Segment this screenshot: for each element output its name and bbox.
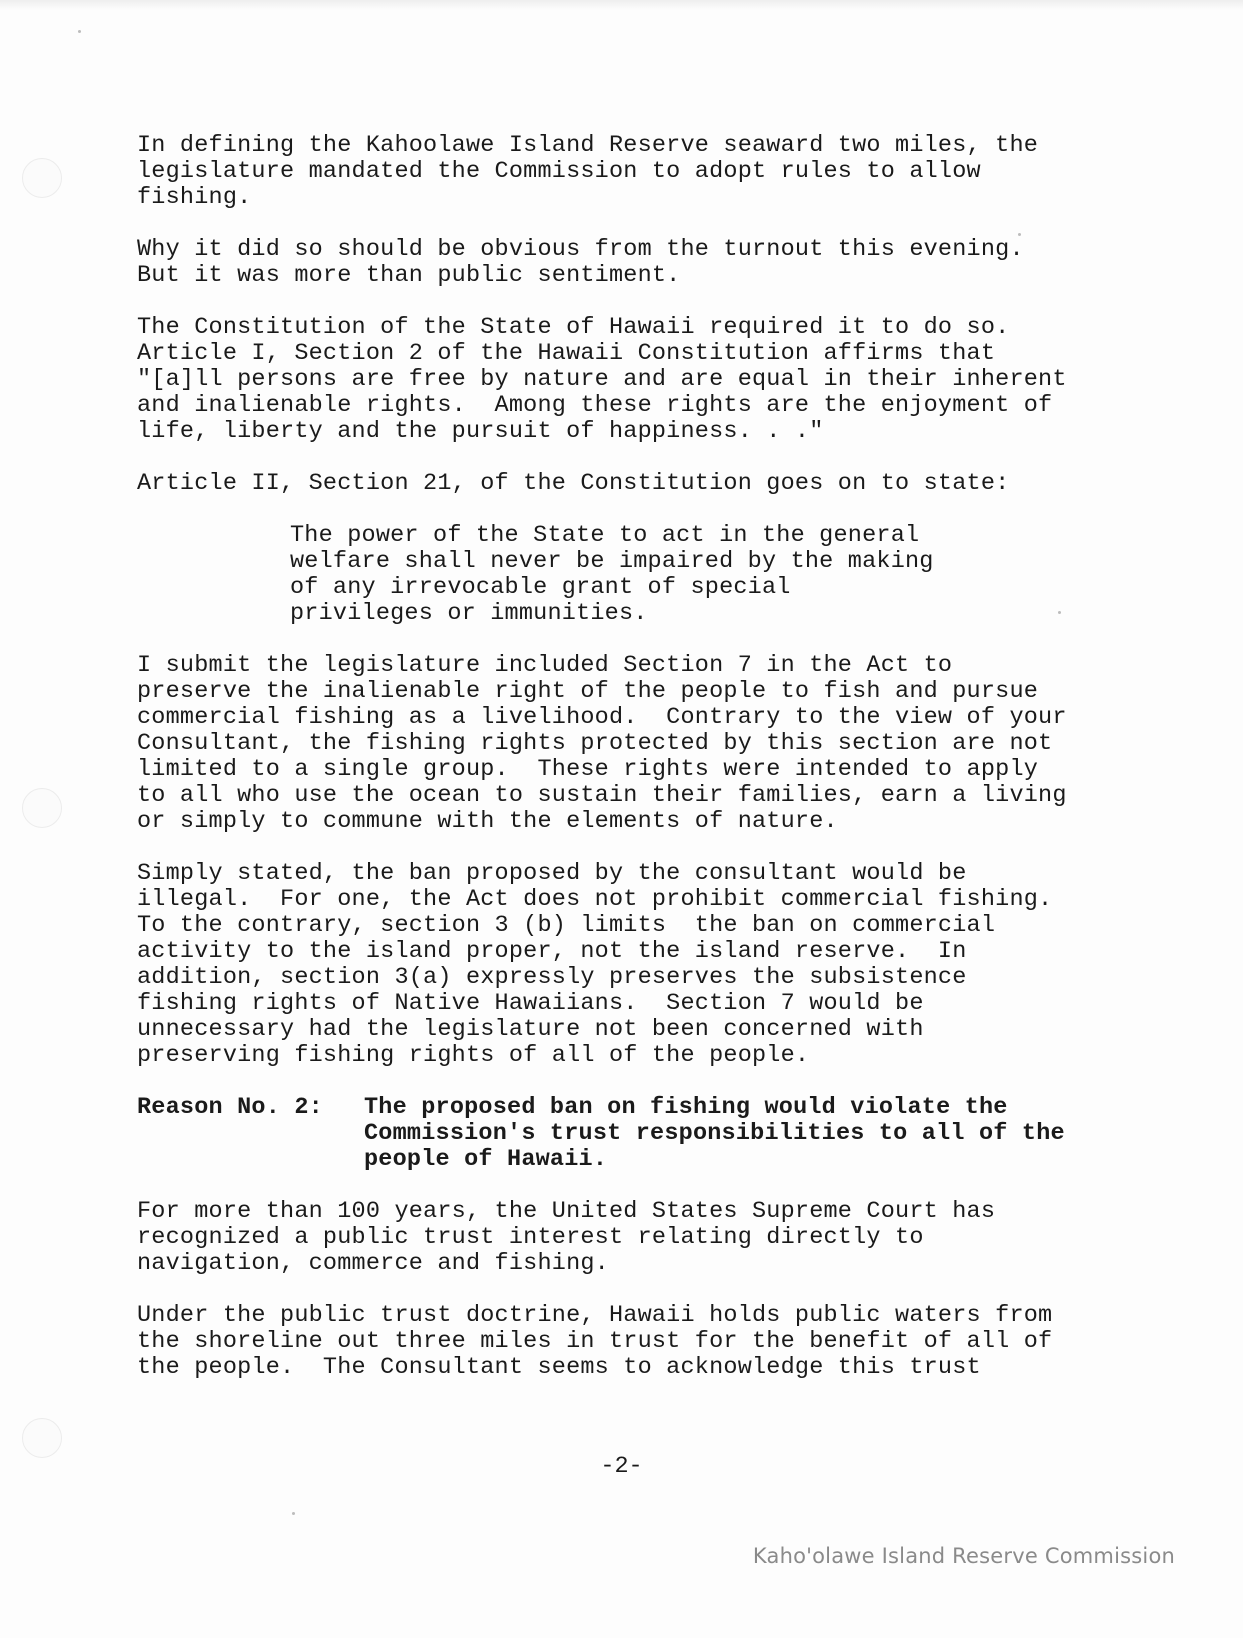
paragraph-fishing-mandate: In defining the Kahoolawe Island Reserve seaward two miles, the legislature mandated the Commission to adopt rules to allow fishing. bbox=[137, 132, 1039, 211]
reason-label: Reason No. 2: bbox=[137, 1094, 323, 1121]
reason-text: The proposed ban on fishing would violate the Commission's trust responsibilities to all of the people of Hawaii. bbox=[364, 1094, 1065, 1173]
watermark: Kaho'olawe Island Reserve Commission bbox=[752, 1544, 1175, 1568]
paragraph-ban-illegal: Simply stated, the ban proposed by the consultant would be illegal. For one, the Act does not prohibit commercial fishing. To the contrary, section 3 (b) limits the ban on commercial activity to the island proper, not the island reserve. In addition, section 3(a) expressly preserves the subsistence fishing rights of Native Hawaiians. Section 7 would be unnecessary had the legislature not been concerned with preserving fishing rights of all of the people. bbox=[137, 860, 1053, 1069]
block-quote: The power of the State to act in the general welfare shall never be impaired by the making of any irrevocable grant of special privileges or immunities. bbox=[290, 522, 934, 627]
scan-speck bbox=[78, 30, 81, 33]
punch-hole-top bbox=[22, 158, 62, 198]
punch-hole-middle bbox=[22, 788, 62, 828]
reason-heading bbox=[137, 1095, 1137, 1173]
paragraph-section-7: I submit the legislature included Section 7 in the Act to preserve the inalienable right of the people to fish and pursue commercial fishing as a livelihood. Contrary to the view of your Consultant, the fishing rights protected by this section are not limited to a single group. These rights were intended to apply to all who use the ocean to sustain their families, earn a living or simply to commune with the elements of nature. bbox=[137, 652, 1067, 835]
punch-hole-bottom bbox=[22, 1418, 62, 1458]
paragraph-supreme-court: For more than 100 years, the United States Supreme Court has recognized a public trust interest relating directly to navigation, commerce and fishing. bbox=[137, 1198, 996, 1277]
scan-speck bbox=[292, 1512, 295, 1515]
page-number: -2- bbox=[600, 1453, 643, 1480]
paragraph-constitution-article-2: Article II, Section 21, of the Constitution goes on to state: bbox=[137, 470, 1010, 497]
paragraph-public-sentiment: Why it did so should be obvious from the turnout this evening. But it was more than public sentiment. bbox=[137, 236, 1024, 289]
scan-edge-shadow bbox=[0, 0, 1243, 10]
paragraph-constitution-article-1: The Constitution of the State of Hawaii required it to do so. Article I, Section 2 of the Hawaii Constitution affirms that "[a]ll persons are free by nature and are equal in their inherent and inalienable rights. Among these rights are the enjoyment of life, liberty and the pursuit of happiness. . ." bbox=[137, 314, 1067, 445]
body-text bbox=[137, 133, 1137, 1407]
paragraph-public-trust: Under the public trust doctrine, Hawaii holds public waters from the shoreline out three miles in trust for the benefit of all of the people. The Consultant seems to acknowledge this trust bbox=[137, 1302, 1053, 1381]
